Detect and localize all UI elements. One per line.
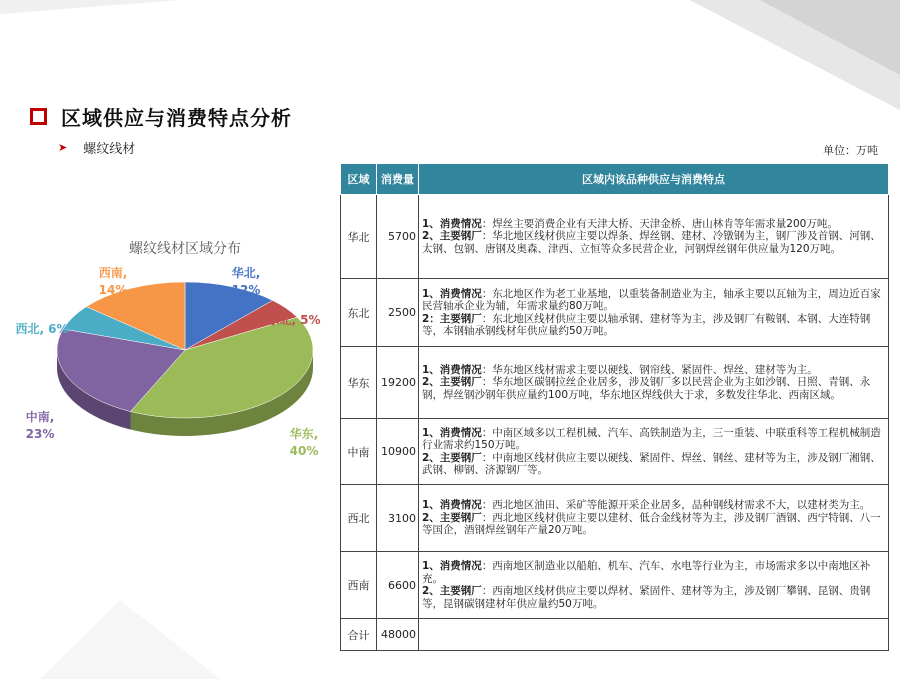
- consumption-line: [422, 288, 885, 313]
- row-amount: 3100: [377, 485, 419, 552]
- pie-chart: [0, 230, 340, 490]
- consumption-text: ：华东地区线材需求主要以硬线、钢帘线、紧固件、焊丝、建材等为主。: [481, 363, 818, 376]
- row-description: [419, 195, 889, 279]
- supplier-label: 2：主要钢厂: [422, 312, 482, 325]
- row-region: 华东: [341, 347, 377, 419]
- supplier-text: ：东北地区线材供应主要以轴承钢、建材等为主，涉及钢厂有鞍钢、本钢、大连特钢等，本钢轴承钢线材年供应量约50万吨。: [422, 312, 871, 337]
- row-region: 华北: [341, 195, 377, 279]
- chart-title: 螺纹线材区域分布: [129, 241, 241, 257]
- consumption-text: ：中南区域多以工程机械、汽车、高铁制造为主，三一重装、中联重科等工程机械制造行业需求约150万吨。: [422, 426, 881, 451]
- supplier-text: ：西北地区线材供应主要以建材、低合金线材等为主，涉及钢厂酒钢、西宁特钢、八一等国企，酒钢焊丝钢年产量20万吨。: [422, 511, 881, 537]
- pie-label-percent: 40%: [289, 444, 319, 458]
- table-row: [341, 279, 889, 347]
- row-description: [419, 347, 889, 419]
- table-row: [341, 552, 889, 619]
- supplier-label: 2、主要钢厂: [422, 230, 482, 243]
- consumption-label: 1、消费情况: [422, 287, 482, 300]
- consumption-text: ：西北地区油田、采矿等能源开采企业居多，品种钢线材需求不大，以建材类为主。: [481, 499, 871, 512]
- title-row: [30, 102, 292, 131]
- pie-label-name: 西南,: [98, 266, 128, 280]
- row-amount: 19200: [377, 347, 419, 419]
- table-row: [341, 485, 889, 552]
- table-header-row: [341, 164, 889, 195]
- supplier-text: ：中南地区线材供应主要以硬线、紧固件、焊丝、钢丝、建材等为主，涉及钢厂湘钢、武钢、柳钢、济源钢厂等。: [422, 451, 881, 476]
- total-amount: 48000: [377, 619, 419, 651]
- pie-label-name: 东北, 5%: [267, 313, 321, 327]
- supplier-text: ：华北地区线材供应主要以焊条、焊丝钢、建材、冷镦钢为主，钢厂涉及首钢、河钢、太钢、包钢、唐钢及奥森、津西、立恒等众多民营企业，河钢焊丝钢年供应量为120万吨。: [422, 230, 881, 255]
- pie-label-name: 西北, 6%: [15, 322, 69, 336]
- row-description: [419, 552, 889, 619]
- table-row: [341, 347, 889, 419]
- consumption-line: [422, 560, 885, 585]
- pie-chart-svg: [0, 230, 340, 490]
- row-amount: 5700: [377, 195, 419, 279]
- header-region: 区域: [341, 164, 377, 195]
- consumption-label: 1、消费情况: [422, 363, 482, 376]
- consumption-line: [422, 427, 885, 452]
- supplier-line: [422, 512, 885, 537]
- pie-label-percent: 14%: [98, 283, 128, 297]
- supplier-line: [422, 452, 885, 477]
- total-description: [419, 619, 889, 651]
- consumption-label: 1、消费情况: [422, 560, 482, 572]
- pie-label-percent: 23%: [25, 427, 55, 441]
- supplier-label: 2、主要钢厂: [422, 451, 482, 464]
- row-description: [419, 419, 889, 485]
- consumption-line: [422, 499, 885, 512]
- row-description: [419, 485, 889, 552]
- table-row: [341, 419, 889, 485]
- row-amount: 2500: [377, 279, 419, 347]
- row-amount: 6600: [377, 552, 419, 619]
- consumption-label: 1、消费情况: [422, 426, 482, 439]
- region-table: [340, 163, 889, 651]
- row-region: 西北: [341, 485, 377, 552]
- row-amount: 10900: [377, 419, 419, 485]
- header-description: 区域内该品种供应与消费特点: [419, 164, 889, 195]
- supplier-line: [422, 230, 885, 255]
- consumption-text: ：东北地区作为老工业基地，以重装备制造业为主，轴承主要以瓦轴为主，周边近百家民营轴承企业为辅，年需求量约80万吨。: [422, 287, 881, 312]
- supplier-label: 2、主要钢厂: [422, 376, 482, 389]
- subtitle-row: [58, 138, 135, 157]
- arrow-bullet-icon: ➤: [58, 141, 68, 154]
- supplier-line: [422, 376, 885, 401]
- row-description: [419, 279, 889, 347]
- title-square-icon: [30, 108, 47, 125]
- unit-label: 单位：万吨: [823, 144, 878, 157]
- consumption-label: 1、消费情况: [422, 217, 482, 230]
- pie-label-percent: 12%: [231, 283, 261, 297]
- subtitle: 螺纹线材: [83, 142, 136, 157]
- total-region: 合计: [341, 619, 377, 651]
- supplier-label: 2、主要钢厂: [422, 511, 482, 524]
- pie-label-name: 华东,: [289, 427, 319, 441]
- row-region: 东北: [341, 279, 377, 347]
- table-row: [341, 195, 889, 279]
- header-amount: 消费量: [377, 164, 419, 195]
- consumption-label: 1、消费情况: [422, 499, 482, 512]
- supplier-text: ：华东地区碳钢拉丝企业居多，涉及钢厂多以民营企业为主如沙钢、日照、青钢、永钢，焊丝钢沙钢年供应量约100万吨，华东地区焊线供大于求，多数发往华北、西南区域。: [422, 376, 871, 401]
- supplier-line: [422, 585, 885, 610]
- consumption-line: [422, 364, 885, 377]
- row-region: 中南: [341, 419, 377, 485]
- consumption-line: [422, 218, 885, 231]
- consumption-text: ：焊丝主要消费企业有天津大桥、天津金桥、唐山林肯等年需求量200万吨。: [481, 217, 838, 230]
- supplier-line: [422, 313, 885, 338]
- table-total-row: [341, 619, 889, 651]
- supplier-label: 2、主要钢厂: [422, 585, 482, 597]
- pie-label-name: 中南,: [25, 410, 55, 424]
- row-region: 西南: [341, 552, 377, 619]
- page-title: 区域供应与消费特点分析: [61, 106, 292, 130]
- supplier-text: ：西南地区线材供应主要以焊材、紧固件、建材等为主，涉及钢厂攀钢、昆钢、贵钢等，昆钢碳钢建材年供应量约50万吨。: [422, 585, 871, 610]
- pie-label-name: 华北,: [231, 266, 261, 280]
- consumption-text: ：西南地区制造业以船舶、机车、汽车、水电等行业为主，市场需求多以中南地区补充。: [422, 560, 871, 585]
